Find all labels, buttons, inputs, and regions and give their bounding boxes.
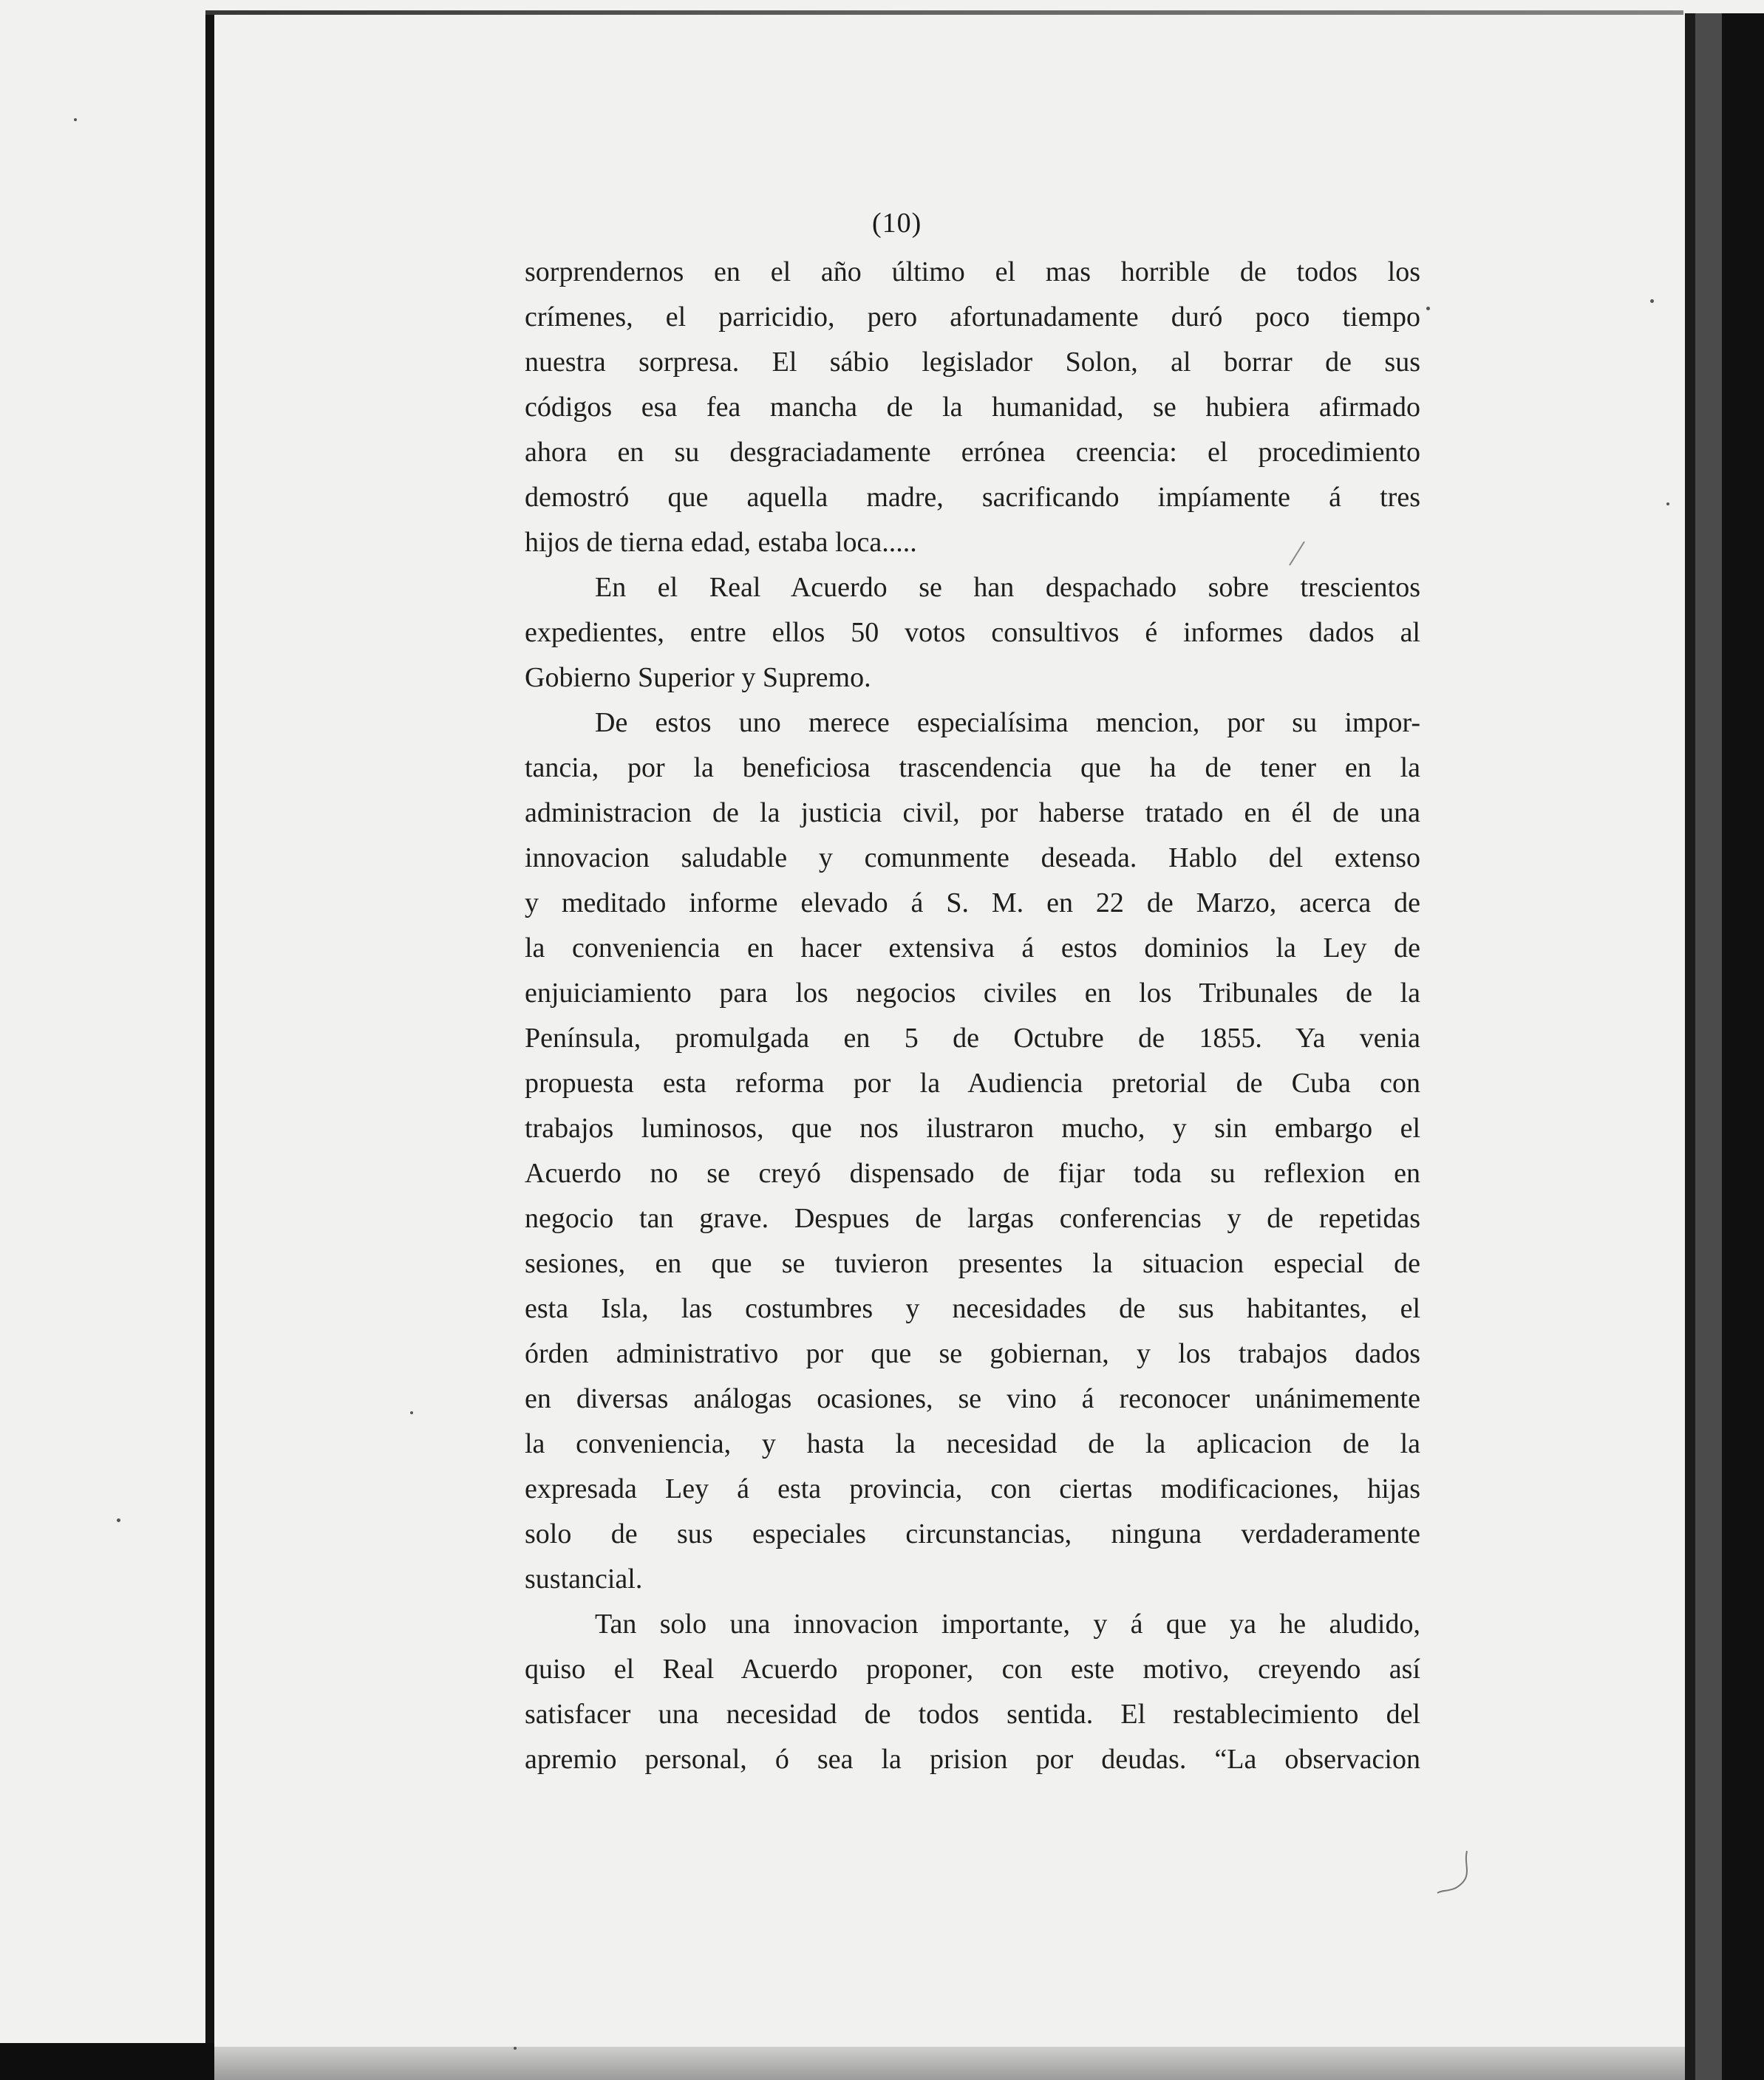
scan-bottom-corner xyxy=(0,2043,214,2080)
text-line: apremio personal, ó sea la prision por deudas. “La observacion xyxy=(525,1744,1420,1775)
page-number: (10) xyxy=(872,208,922,239)
text-line: Gobierno Superior y Supremo. xyxy=(525,662,871,693)
text-line: quiso el Real Acuerdo proponer, con este motivo, creyendo así xyxy=(525,1654,1420,1685)
paper-speck xyxy=(1426,307,1430,310)
text-line: Acuerdo no se creyó dispensado de fijar toda su reflexion en xyxy=(525,1158,1420,1189)
text-line: sorprendernos en el año último el mas horrible de todos los xyxy=(525,256,1420,287)
text-line: solo de sus especiales circunstancias, ninguna verdaderamente xyxy=(525,1518,1420,1549)
pencil-mark xyxy=(1434,1847,1478,1899)
scan-right-margin xyxy=(1695,13,1722,2080)
text-line: enjuiciamiento para los negocios civiles en los Tribunales de la xyxy=(525,978,1420,1009)
text-line: satisfacer una necesidad de todos sentida. El restablecimiento del xyxy=(525,1699,1420,1730)
text-line: innovacion saludable y comunmente deseada. Hablo del extenso xyxy=(525,842,1420,873)
text-line: expresada Ley á esta provincia, con ciertas modificaciones, hijas xyxy=(525,1473,1420,1504)
paper-speck xyxy=(514,2047,517,2050)
text-line: De estos uno merece especialísima mencion, por su impor- xyxy=(595,707,1420,738)
text-line: tancia, por la beneficiosa trascendencia que ha de tener en la xyxy=(525,752,1420,783)
text-line: la conveniencia en hacer extensiva á estos dominios la Ley de xyxy=(525,932,1420,964)
scan-top-edge xyxy=(205,10,1683,15)
text-line: nuestra sorpresa. El sábio legislador Solon, al borrar de sus xyxy=(525,347,1420,378)
body-text xyxy=(525,250,1420,1782)
text-line: sesiones, en que se tuvieron presentes la situacion especial de xyxy=(525,1248,1420,1279)
paper-speck xyxy=(74,118,77,121)
text-line: la conveniencia, y hasta la necesidad de la aplicacion de la xyxy=(525,1428,1420,1459)
scan-left-edge xyxy=(205,15,214,2054)
text-line: negocio tan grave. Despues de largas conferencias y de repetidas xyxy=(525,1203,1420,1234)
text-line: esta Isla, las costumbres y necesidades de sus habitantes, el xyxy=(525,1293,1420,1324)
text-line: y meditado informe elevado á S. M. en 22 de Marzo, acerca de xyxy=(525,887,1420,918)
paper-speck xyxy=(117,1518,120,1522)
scan-right-edge xyxy=(1685,13,1695,2080)
text-line: crímenes, el parricidio, pero afortunadamente duró poco tiempo xyxy=(525,301,1420,333)
paper-speck xyxy=(1666,502,1669,505)
text-line: Tan solo una innovacion importante, y á que ya he aludido, xyxy=(595,1609,1420,1640)
text-line: Península, promulgada en 5 de Octubre de 1855. Ya venia xyxy=(525,1023,1420,1054)
text-line: administracion de la justicia civil, por haberse tratado en él de una xyxy=(525,797,1420,828)
text-line: demostró que aquella madre, sacrificando impíamente á tres xyxy=(525,482,1420,513)
text-line: expedientes, entre ellos 50 votos consultivos é informes dados al xyxy=(525,617,1420,648)
text-line: sustancial. xyxy=(525,1564,643,1595)
text-line: órden administrativo por que se gobiernan, y los trabajos dados xyxy=(525,1338,1420,1369)
text-line: trabajos luminosos, que nos ilustraron mucho, y sin embargo el xyxy=(525,1113,1420,1144)
text-line: En el Real Acuerdo se han despachado sobre trescientos xyxy=(595,572,1420,603)
text-line: ahora en su desgraciadamente errónea creencia: el procedimiento xyxy=(525,437,1420,468)
scan-bottom-edge xyxy=(205,2047,1685,2080)
text-line: en diversas análogas ocasiones, se vino á reconocer unánimemente xyxy=(525,1383,1420,1414)
scan-right-outer-edge xyxy=(1722,13,1764,2080)
text-line: propuesta esta reforma por la Audiencia pretorial de Cuba con xyxy=(525,1068,1420,1099)
paper-speck xyxy=(410,1411,413,1414)
text-line: códigos esa fea mancha de la humanidad, se hubiera afirmado xyxy=(525,392,1420,423)
text-line: hijos de tierna edad, estaba loca..... xyxy=(525,527,917,558)
paper-speck xyxy=(1650,299,1654,303)
